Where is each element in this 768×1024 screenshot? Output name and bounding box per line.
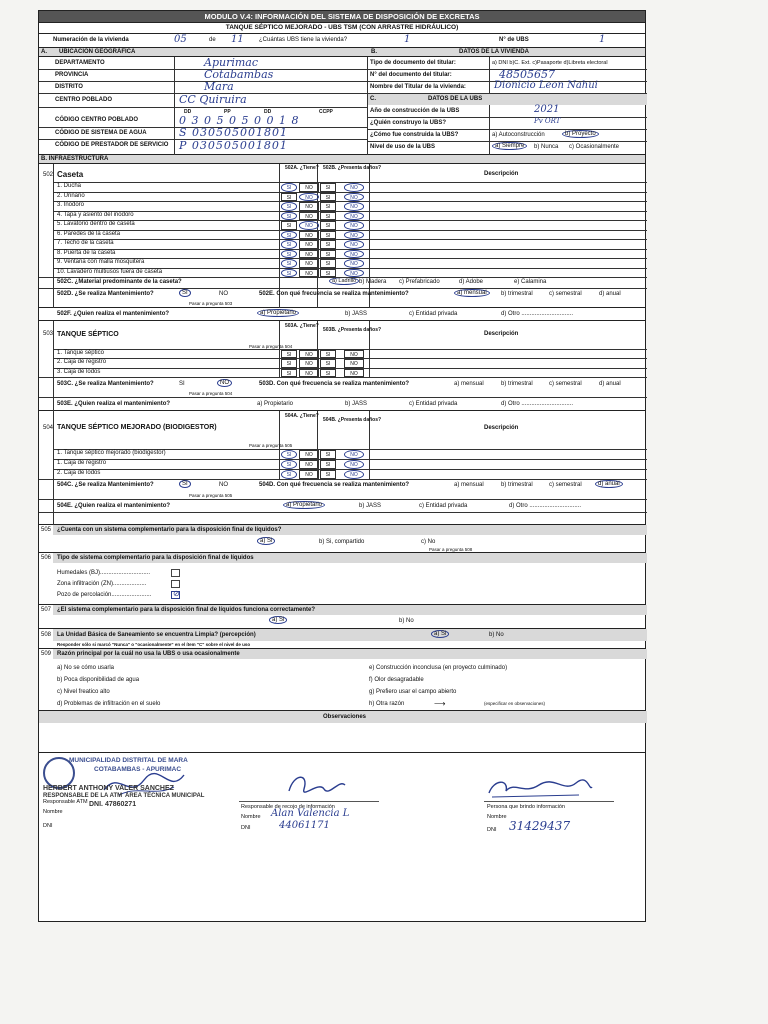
q505-block [39,525,645,553]
q504c-label: 504C. ¿Se realiza Mantenimiento? [57,482,154,488]
ocasionalmente-option[interactable]: c) Ocasionalmente [569,144,620,150]
nombre-titular-label: Nombre del Titular de la vivienda: [370,84,466,90]
mid-nombre-value[interactable]: Alan Valencia L [271,808,350,819]
dano-no-option[interactable]: NO [344,269,364,278]
tiene-no-option[interactable]: NO [299,460,319,469]
codigo-cp-value[interactable]: 0 3 0 5 0 5 0 0 1 8 [179,114,300,127]
infra-item-label: 1. Tanque séptico mejorado (biodigestor) [57,450,166,456]
centro-poblado-value[interactable]: CC Quiruira [179,93,247,106]
tipo-doc-options[interactable]: a) DNI b)C. Ext. c)Pasaporte d)Libreta electoral [492,60,608,66]
q509-opt-d[interactable]: d) Problemas de infiltración en el suelo [57,701,161,707]
q508-block [39,629,645,649]
caseta-title: Caseta [57,170,84,179]
dano-si-option[interactable]: SI [320,359,336,367]
dano-si-option[interactable]: SI [320,369,336,377]
right-dni-value[interactable]: 31429437 [509,819,571,833]
tiene-si-option[interactable]: SI [281,450,297,459]
right-nombre-label: Nombre [487,814,507,820]
distrito-label: DISTRITO [55,84,83,90]
calamina-option[interactable]: e) Calamina [514,279,547,285]
mid-dni-label: DNI [241,825,251,831]
siempre-option[interactable]: a) Siempre [492,142,527,150]
nunca-option[interactable]: b) Nunca [534,144,559,150]
dano-si-option[interactable]: SI [320,269,336,278]
pasar-508-note: Pasar a pregunta 508 [429,547,473,552]
codigo-cp-label: CÓDIGO CENTRO POBLADO [55,117,139,123]
dano-no-option[interactable]: NO [344,212,364,221]
cuantas-ubs-label: ¿Cuántas UBS tiene la vivienda? [259,37,348,43]
dano-no-option[interactable]: NO [344,221,364,230]
tiene-no-option[interactable]: NO [299,350,319,358]
q506-label: Tipo de sistema complementario para la disposición final de líquidos [57,555,254,561]
dano-si-option[interactable]: SI [320,202,336,211]
signature-collector-icon [279,771,349,801]
q504d-semestral[interactable]: c) semestral [549,482,582,488]
como-construida-label: ¿Cómo fue construida la UBS? [370,132,459,138]
q502c-label: 502C. ¿Material predominante de la caseta? [57,279,182,285]
q502d-si[interactable]: SI [179,289,191,297]
q503e-label: 503E. ¿Quien realiza el mantenimiento? [57,401,171,407]
stamp-line-2: COTABAMBAS - APURIMAC [94,766,182,773]
codigo-prestador-value[interactable]: P 030505001801 [179,139,288,152]
q503-number: 503 [43,331,54,337]
pasar-504-note-2: Pasar a pregunta 504 [189,391,233,396]
cuantas-ubs-value[interactable]: 1 [404,34,411,45]
tanque-mej-title: TANQUE SÉPTICO MEJORADO (BIODIGESTOR) [57,424,217,431]
infra-item-label: 1. Tanque séptico [57,350,104,356]
dano-si-option[interactable]: SI [320,250,336,259]
quien-construyo-label: ¿Quién construyo la UBS? [370,120,447,126]
tanque-title: TANQUE SÉPTICO [57,331,119,338]
stamp-role: RESPONSABLE DE LA ATM [43,793,123,799]
descripcion-503-label: Descripción [484,331,519,337]
departamento-value[interactable]: Apurimac [204,56,258,69]
tiene-si-option[interactable]: SI [281,259,297,268]
nombre-titular-value[interactable]: Dionicio Leon Nahui [494,80,598,91]
infra-item-label: 2. Caja de lodos [57,470,101,476]
dano-no-option[interactable]: NO [344,193,364,202]
tiene-no-option[interactable]: NO [299,259,319,268]
tiene-si-option[interactable]: SI [281,212,297,221]
pozo-percolacion-label: Pozo de percolación........................ [57,592,152,598]
infra-item-label: 7. Techo de la caseta [57,240,114,246]
q502d-no[interactable]: NO [219,291,228,297]
tiene-no-option[interactable]: NO [299,240,319,249]
dd-label: DD [184,109,192,115]
tiene-si-option[interactable]: SI [281,183,297,192]
form-subtitle: TANQUE SÉPTICO MEJORADO - UBS TSM (CON ARRASTRE HIDRÁULICO) [39,23,645,34]
tiene-no-option[interactable]: NO [299,250,319,259]
dano-si-option[interactable]: SI [320,350,336,358]
q509-opt-g[interactable]: g) Prefiero usar el campo abierto [369,689,457,695]
dano-si-option[interactable]: SI [320,183,336,192]
q502e-semestral[interactable]: c) semestral [549,291,582,297]
dano-no-option[interactable]: NO [344,369,364,377]
dano-no-option[interactable]: NO [344,240,364,249]
arrow-right-icon: ⟶ [434,699,446,708]
infra-item-label: 2. Caja de registro [57,359,107,366]
dano-no-option[interactable]: NO [344,450,364,459]
tiene-no-option[interactable]: NO [299,183,319,192]
q502d-label: 502D. ¿Se realiza Mantenimiento? [57,291,154,297]
q504c-si[interactable]: SI [179,480,191,488]
mid-sig-label: Responsable de recojo de información [241,804,335,810]
dano-no-option[interactable]: NO [344,460,364,469]
distrito-value[interactable]: Mara [204,80,234,93]
num-vivienda-label: Numeración de la vivienda [53,37,129,43]
q503c-si[interactable]: SI [179,381,185,387]
infra-item-label: 2. Urinario [57,192,85,199]
pozo-percolacion-checkbox[interactable]: ⊘ [173,589,180,598]
de-value[interactable]: 11 [231,34,244,45]
num-ubs-value[interactable]: 1 [599,34,606,45]
dano-si-option[interactable]: SI [320,193,336,202]
stamp-name: HERBERT ANTHONY VALER SANCHEZ [43,785,174,792]
dano-si-option[interactable]: SI [320,240,336,249]
anio-value[interactable]: 2021 [534,104,560,115]
dano-si-option[interactable]: SI [320,231,336,240]
q509-spec: (especificar en observaciones) [484,701,546,706]
tiene-no-option[interactable]: NO [299,221,319,230]
infra-item-label: 10. Lavadero multiusos fuera de caseta [57,268,163,275]
mid-dni-value[interactable]: 44061171 [279,820,330,831]
autoconstruccion-option[interactable]: a) Autoconstrucción [492,132,545,138]
madera-option[interactable]: b) Madera [359,279,387,285]
dano-no-option[interactable]: NO [344,350,364,358]
q509-opt-b[interactable]: b) Poca disponibilidad de agua [57,677,140,683]
q503c-label: 503C. ¿Se realiza Mantenimiento? [57,381,154,387]
right-sig-label: Persona que brindo información [487,804,565,810]
h504a-label: 504A. ¿Tiene? [285,413,319,419]
signature-area [39,753,645,841]
proyecto-option[interactable]: b) Proyecto [562,130,599,138]
mid-nombre-label: Nombre [241,814,261,820]
infra-title: B. INFRAESTRUCTURA [41,156,109,162]
descripcion-502-label: Descripción [484,171,519,177]
tiene-si-option[interactable]: SI [281,221,297,230]
section-b-title: DATOS DE LA VIVIENDA [459,49,529,55]
zona-infiltracion-checkbox[interactable] [171,580,180,588]
codigo-prestador-label: CÓDIGO DE PRESTADOR DE SERVICIO [55,142,169,148]
q503-block [39,321,645,411]
q504e-privada[interactable]: c) Entidad privada [419,503,468,509]
dano-no-option[interactable]: NO [344,359,364,367]
section-c-title: DATOS DE LA UBS [428,96,483,102]
q502f-row [39,308,645,321]
q504e-label: 504E. ¿Quien realiza el mantenimiento? [57,503,171,509]
tiene-si-option[interactable]: SI [281,470,297,479]
q509-opt-e[interactable]: e) Construcción inconclusa (en proyecto culminado) [369,665,508,671]
q509-opt-h[interactable]: h) Otra razón [369,701,405,707]
tiene-no-option[interactable]: NO [299,193,319,202]
q509-label: Razón principal por la cuál no usa la UBS o usa ocasionalmente [57,651,240,657]
left-sig-label-2: Nombre [43,809,63,815]
q505-si[interactable]: a) Si [257,537,275,545]
q508-note: Responder sólo si marcó "Nunca" o "ocasionalmente" en el ítem "C" sobre el nivel de uso [57,642,251,647]
tiene-no-option[interactable]: NO [299,450,319,459]
left-sig-label-3: DNI [43,823,53,829]
q502f-otro[interactable]: d) Otro ............................... [501,311,574,317]
q503d-semestral[interactable]: c) semestral [549,381,582,387]
infra-item-label: 1. Caja de registro [57,460,107,466]
q508-si[interactable]: a) Si [431,630,449,638]
h503a-label: 503A. ¿Tiene? [285,323,319,329]
q507-label: ¿El sistema complementario para la disposición final de líquidos funciona correctamente? [57,607,316,613]
q504e-propietario[interactable]: a) Propietario [283,501,325,509]
descripcion-504-label: Descripción [484,425,519,431]
zona-infiltracion-label: Zona infiltración (ZN).................... [57,581,147,587]
q507-block [39,605,645,629]
q505-compartido[interactable]: b) Si, compartido [319,539,365,545]
humedales-label: Humedales (BJ).............................. [57,570,151,576]
q509-opt-c[interactable]: c) Nivel freatico alto [57,689,110,695]
codigo-agua-value[interactable]: S 030505001801 [179,126,289,139]
ladrillo-option[interactable]: a) Ladrillo [329,277,359,285]
q502e-mensual[interactable]: a) mensual [454,289,490,297]
q503e-privada[interactable]: c) Entidad privada [409,401,458,407]
right-dni-label: DNI [487,827,497,833]
centro-poblado-label: CENTRO POBLADO [55,97,112,103]
section-a-title: UBICACIÓN GEOGRÁFICA [59,49,136,55]
q504-block [39,411,645,525]
q502f-privada[interactable]: c) Entidad privada [409,311,458,317]
infra-item-label: 9. Ventana con malla mosquitera [57,259,145,265]
nivel-uso-label: Nivel de uso de la UBS [370,144,436,150]
q504e-jass[interactable]: b) JASS [359,503,382,509]
dano-no-option[interactable]: NO [344,183,364,192]
dano-si-option[interactable]: SI [320,450,336,459]
tiene-si-option[interactable]: SI [281,460,297,469]
q508-no[interactable]: b) No [489,632,504,638]
q502f-propietario[interactable]: a) Propietario [257,309,299,317]
q502f-label: 502F. ¿Quien realiza el mantenimiento? [57,311,170,317]
q509-block [39,649,645,711]
q503d-mensual[interactable]: a) mensual [454,381,484,387]
q502-block [39,164,645,308]
tiene-si-option[interactable]: SI [281,359,297,367]
q502e-label: 502E. Con qué frecuencia se realiza mantenimiento? [259,291,409,297]
q507-no[interactable]: b) No [399,618,414,624]
q506-number: 506 [41,555,52,561]
infra-item-label: 4. Tapa y asiento del inodoro [57,211,134,218]
dano-si-option[interactable]: SI [320,259,336,268]
section-a-b-header [39,48,645,57]
codigo-agua-label: CÓDIGO DE SISTEMA DE AGUA [55,130,147,136]
provincia-label: PROVINCIA [55,72,89,78]
humedales-checkbox[interactable] [171,569,180,577]
tipo-doc-label: Tipo de documento del titular: [370,60,456,66]
q505-label: ¿Cuenta con un sistema complementario para la disposición final de líquidos? [57,527,282,533]
pp-label: PP [224,109,231,115]
q503e-propietario[interactable]: a) Propietario [257,401,294,407]
tiene-no-option[interactable]: NO [299,369,319,377]
pasar-505-note-2: Pasar a pregunta 505 [189,493,233,498]
section-b-code: B. [371,49,377,55]
prefabricado-option[interactable]: c) Prefabricado [399,279,440,285]
tiene-si-option[interactable]: SI [281,202,297,211]
departamento-label: DEPARTAMENTO [55,60,105,66]
q503d-trimestral[interactable]: b) trimestral [501,381,533,387]
dd2-label: DD [264,109,272,115]
dano-no-option[interactable]: NO [344,202,364,211]
num-doc-value[interactable]: 48505657 [499,68,555,81]
dano-si-option[interactable]: SI [320,470,336,479]
location-block [39,57,645,155]
infra-item-label: 3. Inodoro [57,202,85,208]
section-a-code: A. [41,49,47,55]
q509-number: 509 [41,651,52,657]
quien-construyo-value[interactable]: Pv ORT [534,117,561,125]
stamp-role-2: ÁREA TÉCNICA MUNICIPAL [125,793,205,799]
num-vivienda-value[interactable]: 05 [174,34,187,45]
h504b-label: 504B. ¿Presenta daños? [323,417,382,423]
stamp-line-1: MUNICIPALIDAD DISTRITAL DE MARA [69,757,188,764]
q507-number: 507 [41,607,52,613]
q505-number: 505 [41,527,52,533]
tiene-no-option[interactable]: NO [299,269,319,278]
dano-si-option[interactable]: SI [320,212,336,221]
q509-opt-f[interactable]: f) Olor desagradable [369,677,424,683]
tiene-si-option[interactable]: SI [281,269,297,278]
q508-label: La Unidad Básica de Saneamiento se encuentra Limpia? (percepción) [57,632,256,638]
ccpp-label: CCPP [319,109,333,115]
q504-number: 504 [43,425,54,431]
q502f-jass[interactable]: b) JASS [345,311,368,317]
survey-sheet [38,10,646,922]
q503e-otro[interactable]: d) Otro ............................... [501,401,574,407]
signature-informant-icon [484,775,594,803]
q503d-anual[interactable]: d) anual [599,381,621,387]
tiene-no-option[interactable]: NO [299,231,319,240]
tiene-si-option[interactable]: SI [281,350,297,358]
q505-no[interactable]: c) No [421,539,436,545]
tiene-si-option[interactable]: SI [281,193,297,202]
q504d-mensual[interactable]: a) mensual [454,482,484,488]
dano-si-option[interactable]: SI [320,221,336,230]
tiene-si-option[interactable]: SI [281,231,297,240]
tiene-no-option[interactable]: NO [299,202,319,211]
num-doc-label: N° del documento del titular: [370,72,452,78]
dano-no-option[interactable]: NO [344,470,364,479]
tiene-no-option[interactable]: NO [299,212,319,221]
q504d-anual[interactable]: d) anual [595,480,623,488]
q504e-otro[interactable]: d) Otro ............................... [509,503,582,509]
infra-header [39,155,645,164]
tiene-si-option[interactable]: SI [281,369,297,377]
q504c-no[interactable]: NO [219,482,228,488]
q507-si[interactable]: a) Si [269,616,287,624]
dano-si-option[interactable]: SI [320,460,336,469]
infra-item-label: 3. Caja de lodos [57,368,101,375]
pasar-505-note: Pasar a pregunta 505 [249,443,293,448]
q502e-trimestral[interactable]: b) trimestral [501,291,533,297]
dano-no-option[interactable]: NO [344,259,364,268]
infra-item-label: 1. Ducha [57,183,82,189]
q508-number: 508 [41,632,52,638]
adobe-option[interactable]: d) Adobe [459,279,484,285]
q502e-anual[interactable]: d) anual [599,291,621,297]
h503b-label: 503B. ¿Presenta daños? [323,327,382,333]
anio-label: Año de construcción de la UBS [370,108,460,114]
q509-opt-a[interactable]: a) No se cómo usarla [57,665,115,671]
dano-no-option[interactable]: NO [344,231,364,240]
observaciones-block [39,711,645,753]
de-label: de [209,37,216,43]
infra-item-label: 5. Lavatorio dentro de caseta [57,221,135,227]
q504d-trimestral[interactable]: b) trimestral [501,482,533,488]
section-c-header [368,94,647,105]
h502b-label: 502B. ¿Presenta daños? [323,165,382,171]
tiene-no-option[interactable]: NO [299,470,319,479]
section-c-code: C. [370,96,376,102]
pasar-503-note: Pasar a pregunta 503 [189,301,233,306]
infra-item-label: 8. Puerta de la caseta [57,249,116,256]
tiene-si-option[interactable]: SI [281,250,297,259]
stamp-dni: DNI. 47860271 [89,801,137,808]
provincia-value[interactable]: Cotabambas [204,68,274,81]
q502-number: 502 [43,172,54,178]
q503c-no[interactable]: NO [217,379,232,387]
num-ubs-label: N° de UBS [499,37,529,43]
infra-item-label: 6. Paredes de la caseta [57,230,121,237]
tiene-no-option[interactable]: NO [299,359,319,367]
tiene-si-option[interactable]: SI [281,240,297,249]
dano-no-option[interactable]: NO [344,250,364,259]
q506-block [39,553,645,605]
left-sig-label-1: Responsable ATM [43,799,88,805]
numeration-row [39,34,645,48]
pasar-504-note: Pasar a pregunta 504 [249,344,293,349]
form-title: MODULO V.4: INFORMACIÓN DEL SISTEMA DE DISPOSICIÓN DE EXCRETAS [39,11,645,23]
q503e-jass[interactable]: b) JASS [345,401,368,407]
q504d-label: 504D. Con qué frecuencia se realiza mantenimiento? [259,482,410,488]
h502a-label: 502A. ¿Tiene? [285,165,319,171]
observaciones-title: Observaciones [323,714,367,720]
q503d-label: 503D. Con qué frecuencia se realiza mantenimiento? [259,381,410,387]
